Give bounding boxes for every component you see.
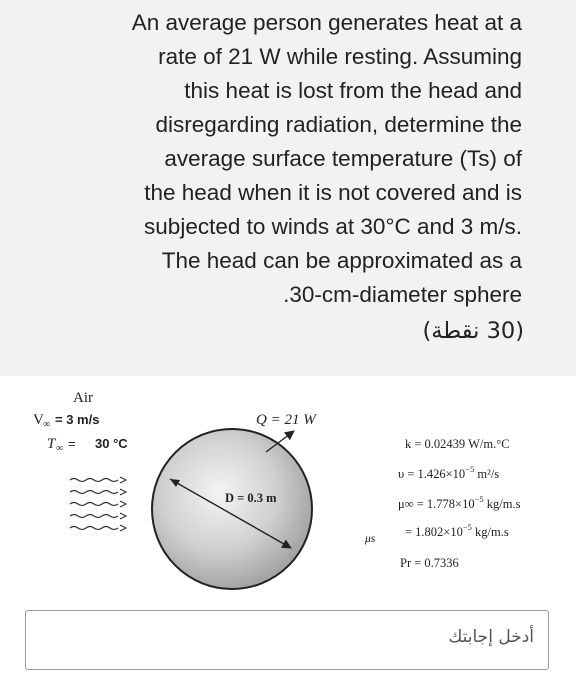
temperature-symbol: T (47, 436, 56, 452)
conductivity-value: k = 0.02439 W/m.°C (405, 437, 510, 451)
answer-placeholder: أدخل إجابتك (448, 627, 534, 647)
surface-viscosity-value: = $1.802\times 10^{-5}$ kg/m.s (405, 522, 509, 539)
points-label: (30 نقطة) (422, 318, 524, 344)
question-line: .30-cm-diameter sphere (283, 282, 522, 307)
head-sphere (152, 429, 312, 589)
temperature-equals: = (68, 436, 76, 451)
kinematic-viscosity-value: $\upsilon = 1.426\times 10^{-5}$ m²/s (398, 464, 500, 481)
surface-viscosity-symbol: μs (365, 533, 376, 545)
velocity-symbol: V (33, 412, 44, 428)
prandtl-number-value: Pr = 0.7336 (400, 556, 459, 570)
free-stream-viscosity-value: $\mu\infty = 1.778\times 10^{-5}$ kg/m.s (398, 494, 521, 511)
question-line: The head can be approximated as a (161, 248, 522, 273)
question-line: disregarding radiation, determine the (155, 112, 522, 137)
question-line: An average person generates heat at a (131, 10, 522, 35)
wind-arrows-icon (70, 477, 126, 531)
diameter-label: D = 0.3 m (225, 491, 277, 505)
question-line: average surface temperature (Ts) of (164, 146, 522, 171)
air-label: Air (73, 390, 93, 406)
question-line: subjected to winds at 30°C and 3 m/s. (144, 214, 522, 239)
velocity-condition (33, 412, 99, 430)
question-line: the head when it is not covered and is (144, 180, 522, 205)
heat-label: Q = 21 W (256, 412, 316, 428)
question-line: this heat is lost from the head and (184, 78, 522, 103)
temperature-condition (47, 436, 128, 454)
question-text (60, 6, 522, 312)
temperature-value: 30 °C (95, 436, 128, 451)
answer-input[interactable] (25, 610, 549, 670)
heat-transfer-figure (0, 376, 576, 600)
velocity-subscript: ∞ (43, 419, 51, 430)
air-properties (364, 437, 521, 570)
temperature-subscript: ∞ (56, 443, 64, 454)
question-line: rate of 21 W while resting. Assuming (158, 44, 522, 69)
velocity-value: = 3 m/s (55, 412, 100, 427)
